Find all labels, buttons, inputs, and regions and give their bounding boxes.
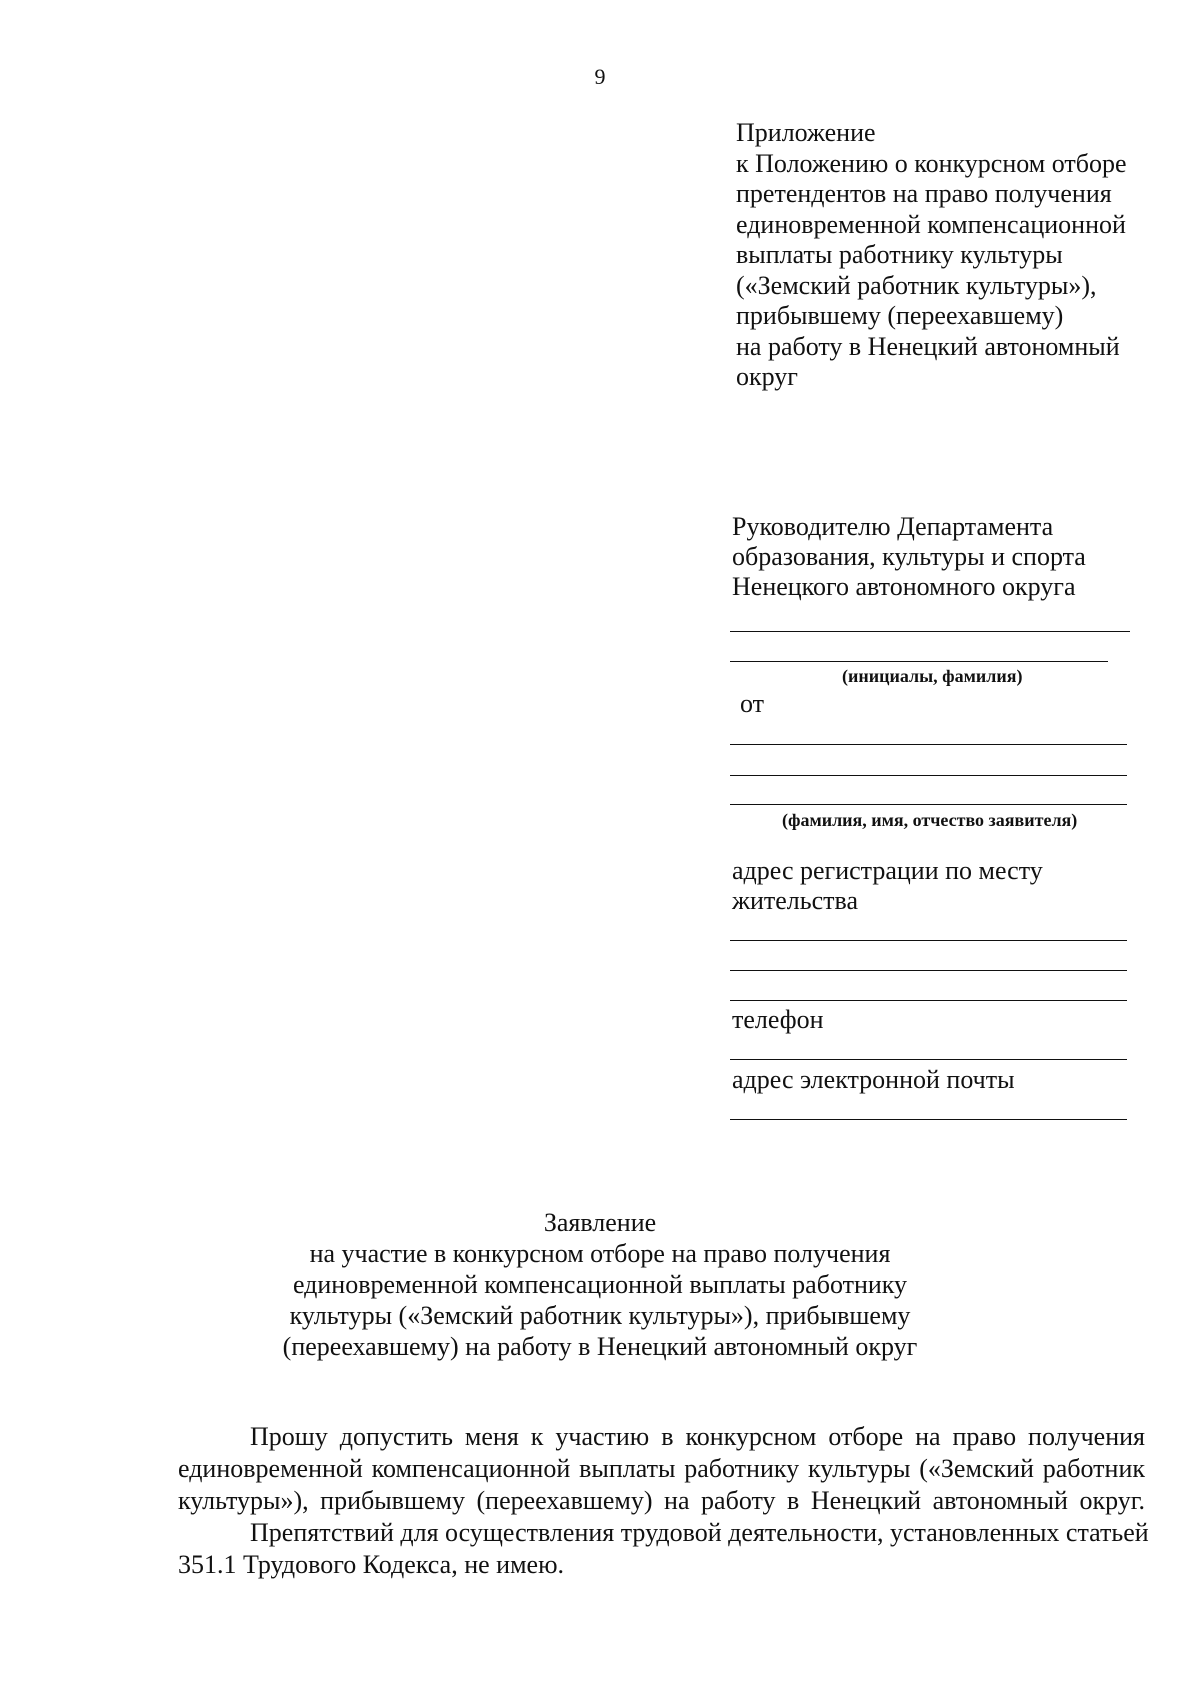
address-blank-line[interactable] (730, 1000, 1127, 1001)
request-paragraph (178, 1421, 1145, 1517)
appendix-line: единовременной компенсационной (736, 209, 1126, 239)
appendix-line: к Положению о конкурсном отборе (736, 148, 1127, 178)
statement-heading: Заявление (543, 1208, 657, 1237)
applicant-name-blank-line[interactable] (730, 775, 1127, 776)
paragraph-line: культуры»), прибывшему (переехавшему) на работу в Ненецкий автономный округ. (178, 1486, 1145, 1515)
obstacles-paragraph (178, 1517, 1149, 1581)
phone-label: телефон (732, 1005, 824, 1034)
statement-title-line: на участие в конкурсном отборе на право получения (309, 1239, 891, 1268)
initials-caption: (инициалы, фамилия) (842, 666, 1023, 686)
email-blank-line[interactable] (730, 1119, 1127, 1120)
applicant-name-blank-line[interactable] (730, 744, 1127, 745)
appendix-line: выплаты работнику культуры (736, 240, 1063, 269)
address-blank-line[interactable] (730, 940, 1127, 941)
appendix-line: прибывшему (переехавшему) (736, 301, 1064, 330)
appendix-line: претендентов на право получения (736, 179, 1112, 208)
paragraph-line: Препятствий для осуществления трудовой деятельности, установленных статьей (250, 1518, 1149, 1547)
paragraph-line: 351.1 Трудового Кодекса, не имею. (178, 1550, 564, 1579)
address-blank-line[interactable] (730, 970, 1127, 971)
initials-blank-line[interactable] (730, 661, 1108, 662)
appendix-header (736, 118, 1127, 393)
page-number: 9 (594, 64, 606, 89)
applicant-name-blank-line[interactable] (730, 804, 1127, 805)
statement-title (0, 1207, 1200, 1362)
from-label: от (740, 689, 765, 718)
appendix-line: округ (736, 362, 798, 391)
address-label-cont: жительства (732, 886, 858, 915)
addressee-blank-line[interactable] (730, 631, 1130, 632)
statement-title-line: единовременной компенсационной выплаты работнику (292, 1270, 908, 1299)
phone-blank-line[interactable] (730, 1059, 1127, 1060)
statement-title-line: (переехавшему) на работу в Ненецкий автономный округ (282, 1332, 918, 1361)
appendix-line: на работу в Ненецкий автономный (736, 331, 1120, 361)
appendix-line: Приложение (736, 118, 876, 147)
applicant-name-caption: (фамилия, имя, отчество заявителя) (782, 810, 1078, 830)
address-label: адрес регистрации по месту (732, 856, 1043, 885)
paragraph-line: единовременной компенсационной выплаты работнику культуры («Земский работник (178, 1454, 1145, 1483)
appendix-line: («Земский работник культуры»), (736, 270, 1097, 300)
email-label: адрес электронной почты (732, 1065, 1015, 1094)
statement-title-line: культуры («Земский работник культуры»), прибывшему (289, 1301, 911, 1330)
paragraph-line: Прошу допустить меня к участию в конкурсном отборе на право получения (250, 1422, 1145, 1451)
addressee-line: Руководителю Департамента (732, 512, 1054, 541)
addressee-line: Ненецкого автономного округа (732, 572, 1076, 601)
addressee-line: образования, культуры и спорта (732, 542, 1086, 571)
